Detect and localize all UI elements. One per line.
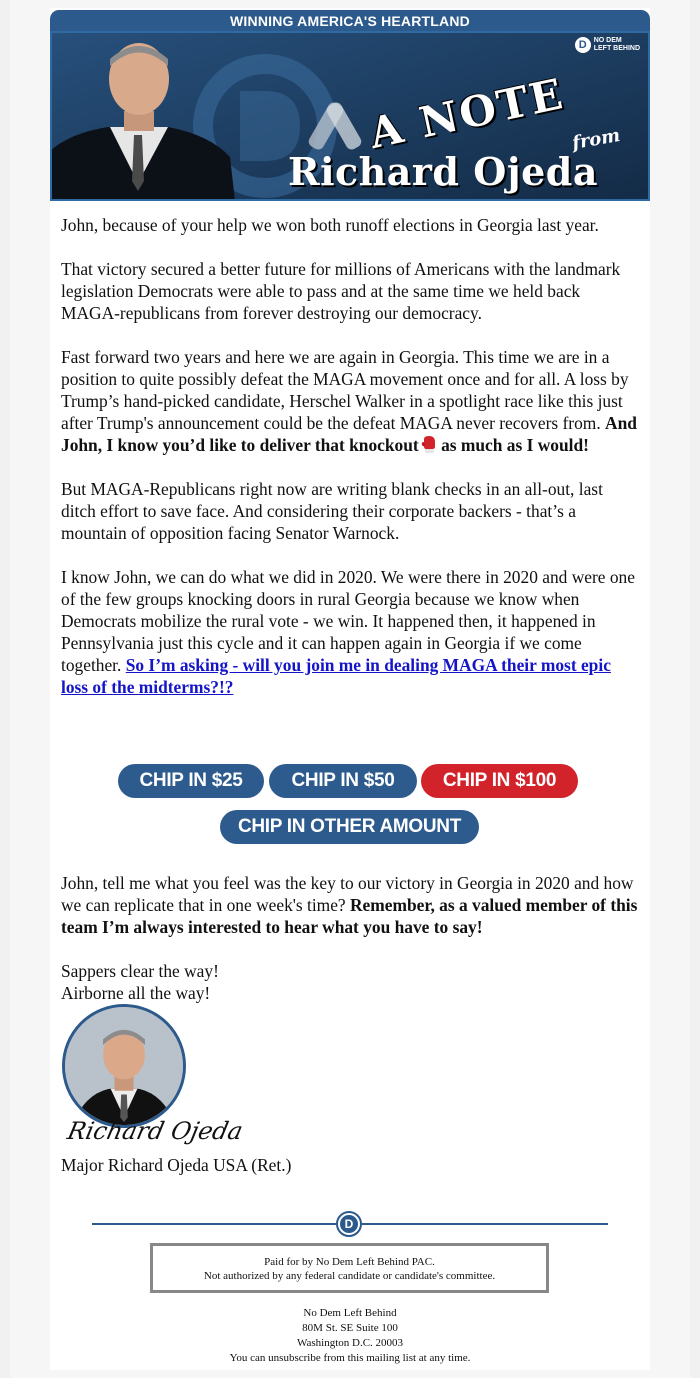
brand-line1: NO DEM [593,37,622,44]
footer-city: Washington D.C. 20003 [296,1337,404,1349]
paragraph-4: But MAGA-Republicans right now are writing blank checks in an all-out, last ditch effort to save face. And considering their corporate backers - that’s a mountain of opposition facing Senator Warnock. [61,479,603,543]
footer-logo-mark: D [340,1215,358,1233]
paragraph-3-bold-b: as much as I would! [436,435,589,455]
motto-line-1: Sappers clear the way! [61,961,219,981]
motto-line-2: Airborne all the way! [61,983,211,1003]
banner-frame [50,31,650,201]
chip-in-25-button[interactable]: CHIP IN $25 [118,764,264,798]
letter-body [61,214,641,720]
paragraph-3 [61,346,641,456]
chip-in-other-button[interactable]: CHIP IN OTHER AMOUNT [220,810,479,844]
footer-logo-icon [336,1211,362,1237]
boxing-glove-icon [421,436,437,454]
paragraph-6-bold: Remember, as a valued member of this team I’m always interested to hear what you have to say! [61,895,638,937]
paragraph-1: John, because of your help we won both runoff elections in Georgia last year. [61,215,599,235]
avatar-portrait [65,1007,183,1125]
footer-org: No Dem Left Behind [303,1307,397,1319]
paragraph-6-text: John, tell me what you feel was the key to our victory in Georgia in 2020 and how we can replicate that in one week's time? [61,873,634,915]
footer-divider-right [362,1223,608,1225]
signature-script: Richard Ojeda [65,1117,246,1145]
paragraph-2: That victory secured a better future for millions of Americans with the landmark legislation Democrats were able to pass and at the same time we held back MAGA-republicans from forever destroying our democracy. [61,259,621,323]
paid-line-1: Paid for by No Dem Left Behind PAC. [264,1256,435,1268]
brand-mark-icon: D [575,37,591,53]
chip-in-50-button[interactable]: CHIP IN $50 [269,764,417,798]
brand-line2: LEFT BEHIND [593,45,640,52]
unsubscribe-text[interactable]: You can unsubscribe from this mailing list at any time. [229,1352,471,1364]
join-me-link[interactable]: So I’m asking - will you join me in dealing MAGA their most epic loss of the midterms?!? [61,655,611,697]
paragraph-3-text: Fast forward two years and here we are again in Georgia. This time we are in a position to quite possibly defeat the MAGA movement once and for all. A loss by Trump’s hand-picked candidate, Herschel Walker in a spotlight race like this just after Trump's announcement could be the defeat MAGA never recovers from. [61,347,629,433]
closing-text [61,872,641,1004]
paragraph-6 [61,872,641,938]
paid-line-2: Not authorized by any federal candidate or candidate's committee. [203,1270,496,1282]
chip-in-100-button[interactable]: CHIP IN $100 [421,764,578,798]
paragraph-3-bold-a: And John, I know you’d like to deliver that knockout [61,413,637,455]
paragraph-5 [61,566,641,698]
header-tagline: WINNING AMERICA'S HEARTLAND [50,10,650,32]
banner-title-from: from [570,124,622,155]
footer-divider-left [92,1223,336,1225]
signature-rank: Major Richard Ojeda USA (Ret.) [61,1155,292,1175]
banner-title-note: A NOTE [365,69,569,158]
footer-street: 80M St. SE Suite 100 [302,1322,398,1334]
footer-address [50,1306,650,1366]
avatar [62,1004,186,1128]
banner-title-name: Richard Ojeda [288,149,598,194]
paid-for-box [150,1243,549,1293]
paragraph-5-text: I know John, we can do what we did in 2020. We were there in 2020 and were one of the few groups knocking doors in rural Georgia because we know when Democrats mobilize the rural vote - we win. It happened then, it happened in Pennsylvania just this cycle and it can happen again in Georgia if we come together. [61,567,635,675]
header-banner [50,31,650,201]
